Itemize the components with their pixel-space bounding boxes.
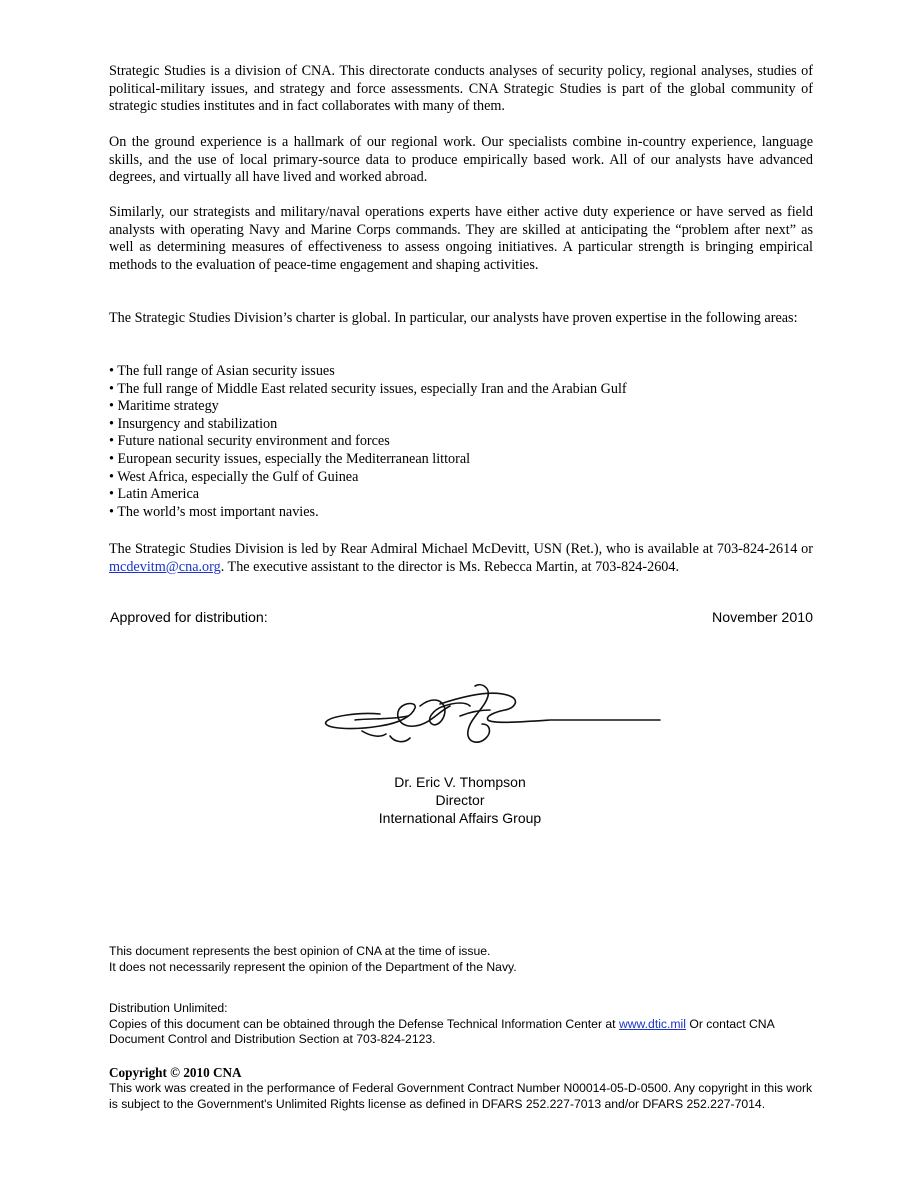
contact-paragraph — [109, 541, 813, 576]
charter-text: The Strategic Studies Division’s charter is global. In particular, our analysts have proven expertise in the following areas: — [109, 310, 798, 326]
copyright-text: This work was created in the performance of Federal Government Contract Number N00014-05-D-0500. Any copyright in this work is subject to the Government's Unlimited Rights license as defined in DFARS 252.227-7013 and/or DFARS 252.227-7014. — [109, 1081, 813, 1111]
disclaimer — [109, 944, 815, 975]
signer-name: Dr. Eric V. Thompson — [394, 774, 526, 790]
dtic-link[interactable]: www.dtic.mil — [618, 1016, 686, 1031]
list-item: • West Africa, especially the Gulf of Guinea — [109, 468, 359, 485]
distribution-text-before: Copies of this document can be obtained through the Defense Technical Information Center at — [109, 1016, 619, 1031]
copyright-notice — [109, 1065, 815, 1112]
signer-block — [360, 774, 560, 827]
list-item: • Future national security environment and forces — [109, 433, 390, 450]
distribution-notice — [109, 1001, 815, 1048]
strategists-text: Similarly, our strategists and military/naval operations experts have either active duty experience or have served as field analysts with operating Navy and Marine Corps commands. They are skilled at anticipating the “problem after next” as well as determining measures of effectiveness to assess ongoing initiatives. A particular strength is bringing empirical methods to the evaluation of peace-time engagement and shaping activities. — [109, 204, 813, 273]
intro-text: Strategic Studies is a division of CNA. This directorate conducts analyses of security policy, regional analyses, studies of political-military issues, and strategy and force assessments. CNA Strategic Studies is part of the global community of strategic studies institutes and in fact collaborates with many of them. — [109, 63, 813, 115]
email-link[interactable]: mcdevitm@cna.org — [109, 558, 221, 575]
ground-experience-paragraph — [109, 134, 813, 187]
list-item: • The full range of Middle East related security issues, especially Iran and the Arabian Gulf — [109, 380, 627, 397]
list-item: • Maritime strategy — [109, 398, 219, 415]
distribution-text-after: Or contact CNA Document Control and Distribution Section at 703-824-2123. — [109, 1016, 775, 1047]
intro-paragraph — [109, 63, 813, 116]
copyright-heading: Copyright © 2010 CNA — [109, 1065, 242, 1080]
signature-image — [320, 676, 665, 756]
contact-text-after: . The executive assistant to the director is Ms. Rebecca Martin, at 703-824-2604. — [220, 558, 680, 575]
expertise-list — [109, 363, 813, 521]
list-item: • Latin America — [109, 486, 200, 503]
disclaimer-line: It does not necessarily represent the opinion of the Department of the Navy. — [109, 959, 517, 974]
signer-group: International Affairs Group — [378, 809, 542, 826]
distribution-heading: Distribution Unlimited: — [109, 1001, 228, 1015]
list-item: • European security issues, especially the Mediterranean littoral — [109, 450, 471, 467]
list-item: • The world’s most important navies. — [109, 503, 319, 520]
contact-text — [109, 541, 813, 576]
strategists-paragraph — [109, 204, 813, 274]
approval-row — [110, 609, 813, 627]
approval-label: Approved for distribution: — [110, 610, 268, 626]
ground-text: On the ground experience is a hallmark of our regional work. Our specialists combine in-country experience, language skills, and the use of local primary-source data to produce empirically based work. All of our analysts have advanced degrees, and virtually all have lived and worked abroad. — [109, 134, 813, 186]
disclaimer-line: This document represents the best opinion of CNA at the time of issue. — [109, 944, 491, 958]
charter-paragraph — [109, 310, 813, 328]
list-item: • The full range of Asian security issues — [109, 363, 335, 379]
list-item: • Insurgency and stabilization — [109, 415, 278, 432]
signer-title: Director — [435, 791, 485, 808]
distribution-text — [109, 1017, 815, 1048]
approval-date: November 2010 — [712, 610, 813, 626]
contact-text-before: The Strategic Studies Division is led by Rear Admiral Michael McDevitt, USN (Ret.), who is available at 703-824-2614 or — [109, 541, 813, 557]
